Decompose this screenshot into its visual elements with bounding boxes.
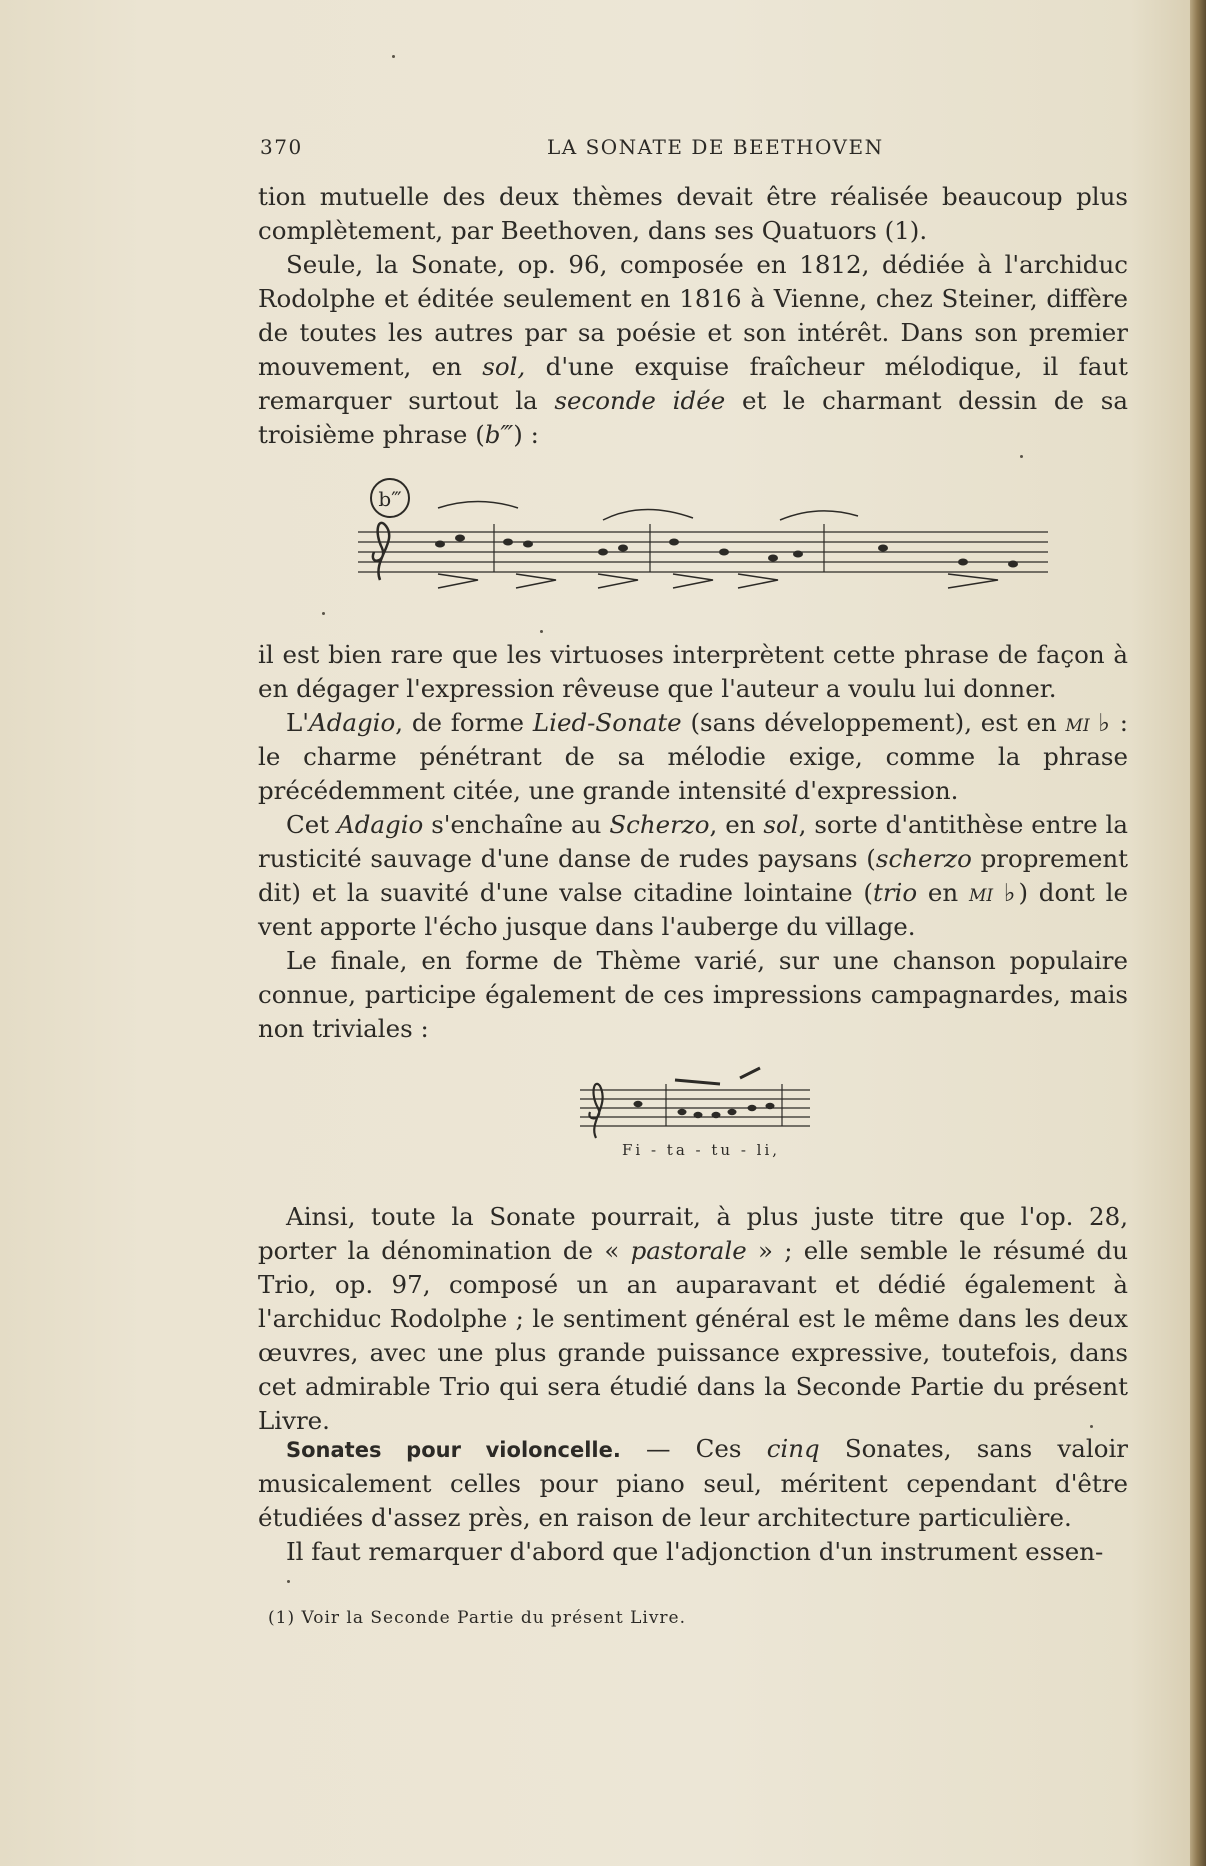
slur	[438, 502, 518, 509]
note	[878, 545, 888, 552]
note	[768, 555, 778, 562]
section-heading: Sonates pour violoncelle.	[286, 1438, 621, 1462]
page-edge	[1190, 0, 1206, 1866]
note	[1008, 561, 1018, 568]
paragraph: Sonates pour violoncelle. — Ces cinq Sonates, sans valoir musicalement celles pour piano seul, méritent cependant d'être étudiées d'assez près, en raison de leur architecture particulière.	[258, 1434, 1128, 1532]
note	[958, 559, 968, 566]
speck	[540, 630, 543, 633]
note	[793, 551, 803, 558]
crescendo	[738, 574, 778, 588]
paragraph: Ainsi, toute la Sonate pourrait, à plus juste titre que l'op. 28, porter la dénomination de « pastorale » ; elle semble le résumé du Trio, op. 97, composé un an auparavant et dédié également à l'archiduc Rodolphe ; le sentiment général est le même dans les deux œuvres, avec une plus grande puissance expressive, toutefois, dans cet admirable Trio qui sera étudié dans la Seconde Partie du présent Livre.	[258, 1202, 1128, 1435]
speck	[287, 1580, 290, 1583]
text-block-4	[258, 1432, 1128, 1569]
running-title: LA SONATE DE BEETHOVEN	[547, 135, 884, 159]
note	[503, 539, 513, 546]
paragraph: L'Adagio, de forme Lied-Sonate (sans développement), est en mi ♭ : le charme pénétrant de sa mélodie exige, comme la phrase précédemment citée, une grande intensité d'expression.	[258, 708, 1129, 805]
paragraph: Seule, la Sonate, op. 96, composée en 1812, dédiée à l'archiduc Rodolphe et éditée seulement en 1816 à Vienne, chez Steiner, diffère de toutes les autres par sa poésie et son intérêt. Dans son premier mouvement, en sol, d'une exquise fraîcheur mélodique, il faut remarquer surtout la seconde idée et le charmant dessin de sa troisième phrase (b‴) :	[258, 250, 1128, 449]
music-example-1	[348, 470, 1058, 600]
music-example-2	[570, 1060, 820, 1160]
paragraph: Cet Adagio s'enchaîne au Scherzo, en sol, sorte d'antithèse entre la rusticité sauvage d'une danse de rudes paysans (scherzo proprement dit) et la suavité d'une valse citadine lointaine (trio en mi ♭) dont le vent apporte l'écho jusque dans l'auberge du village.	[258, 810, 1128, 941]
decrescendo	[516, 574, 556, 588]
slur	[603, 509, 693, 520]
footnote-text: Voir la Seconde Partie du présent Livre.	[295, 1608, 687, 1628]
footnote-mark: (1)	[268, 1608, 296, 1628]
decrescendo	[673, 574, 713, 588]
text-block-3	[258, 1200, 1128, 1438]
treble-clef	[589, 1084, 602, 1138]
paragraph: Il faut remarquer d'abord que l'adjonction d'un instrument essen-	[286, 1537, 1104, 1566]
paragraph: il est bien rare que les virtuoses interprètent cette phrase de façon à en dégager l'expression rêveuse que l'auteur a voulu lui donner.	[258, 640, 1128, 703]
crescendo	[438, 574, 478, 588]
note	[455, 535, 465, 542]
footnote	[268, 1608, 686, 1628]
note	[719, 549, 729, 556]
running-header	[260, 135, 1145, 165]
note	[523, 541, 533, 548]
speck	[392, 55, 395, 58]
decrescendo	[948, 574, 998, 588]
crescendo	[598, 574, 638, 588]
note	[598, 549, 608, 556]
paragraph: tion mutuelle des deux thèmes devait être réalisée beaucoup plus complètement, par Beethoven, dans ses Quatuors (1).	[258, 182, 1128, 245]
text-block-1	[258, 180, 1128, 452]
note	[435, 541, 445, 548]
page-number: 370	[260, 135, 303, 159]
paragraph: Le finale, en forme de Thème varié, sur une chanson populaire connue, participe également de ces impressions campagnardes, mais non triviales :	[258, 946, 1128, 1043]
speck	[1020, 455, 1023, 458]
phrase-label: b‴	[378, 487, 402, 511]
lyrics: Fi - ta - tu - li,	[622, 1141, 781, 1159]
speck	[322, 612, 325, 615]
note	[618, 545, 628, 552]
text-block-2	[258, 638, 1128, 1046]
slur	[780, 511, 858, 520]
note	[669, 539, 679, 546]
